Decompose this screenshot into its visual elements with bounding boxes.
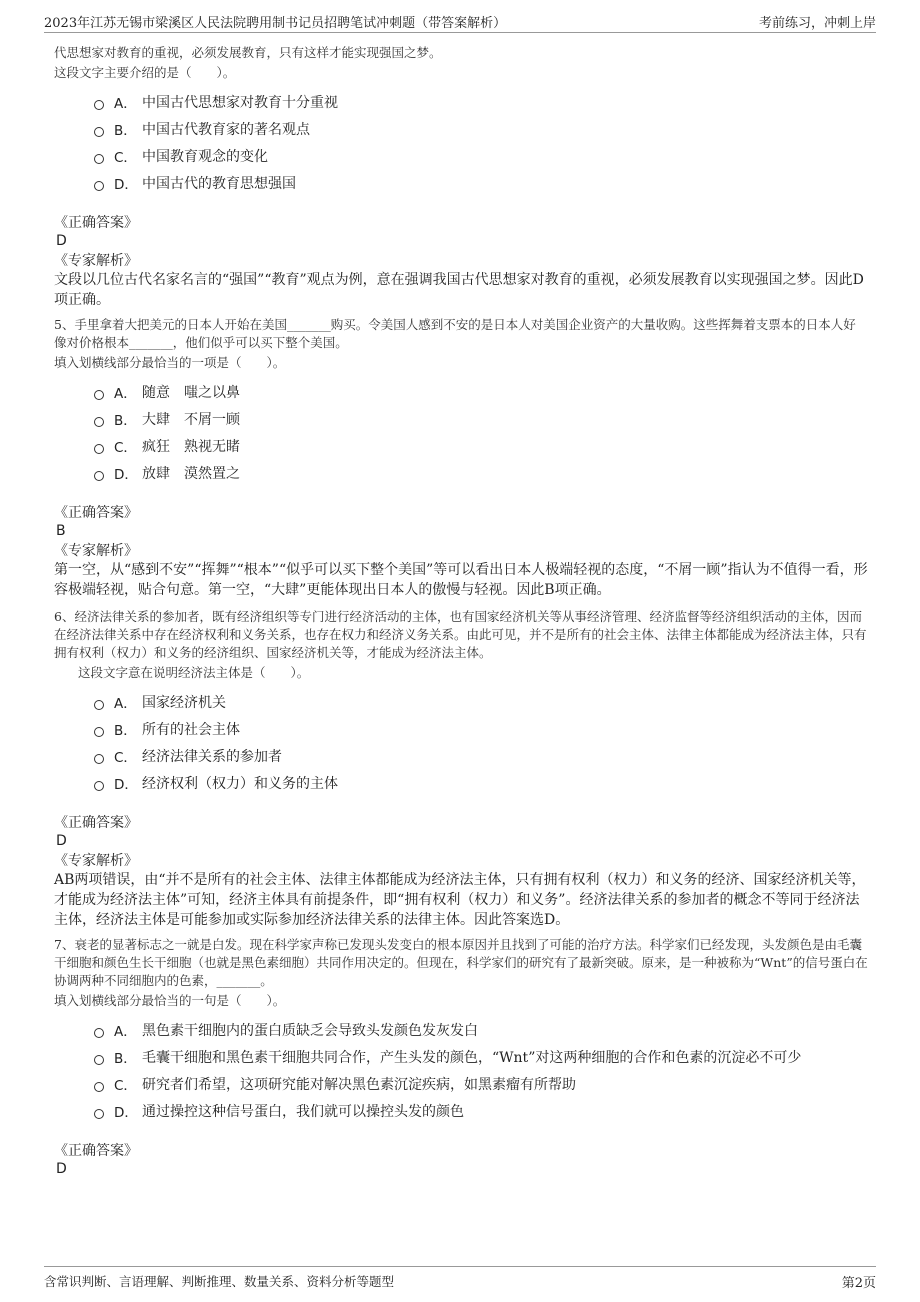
option-letter: B．: [114, 122, 137, 139]
answer-value: D: [56, 833, 67, 849]
option-a[interactable]: [94, 1016, 868, 1043]
option-c[interactable]: [94, 432, 868, 459]
analysis-text: 文段以几位古代名家名言的“强国”“教育”观点为例，意在强调我国古代思想家对教育的重视，必须发展教育以实现强国之梦。因此D项正确。: [54, 272, 864, 308]
option-b[interactable]: [94, 405, 868, 432]
answer-label: 《正确答案》: [54, 815, 138, 831]
option-text: 研究者们希望，这项研究能对解决黑色素沉淀疾病，如黑素瘤有所帮助: [142, 1076, 576, 1093]
option-b[interactable]: [94, 1043, 868, 1070]
question-prompt: 填入划横线部分最恰当的一句是（ ）。: [54, 993, 286, 1008]
option-text: 毛囊干细胞和黑色素干细胞共同合作，产生头发的颜色，“Wnt”对这两种细胞的合作和色素的沉淀必不可少: [142, 1049, 802, 1066]
option-letter: D．: [114, 176, 138, 193]
radio-icon[interactable]: [94, 1055, 104, 1065]
answer-label: 《正确答案》: [54, 1143, 138, 1159]
radio-icon[interactable]: [94, 781, 104, 791]
question-text: 5、手里拿着大把美元的日本人开始在美国_______购买。令美国人感到不安的是日本人对美国企业资产的大量收购。这些挥舞着支票本的日本人好像对价格根本_______，他们似乎可以买下整个美国。: [54, 317, 856, 350]
option-letter: D．: [114, 1104, 138, 1121]
option-b[interactable]: [94, 715, 868, 742]
option-a[interactable]: [94, 88, 868, 115]
page-number: 第2页: [841, 1276, 876, 1291]
option-text: 大肆 不屑一顾: [142, 411, 240, 428]
answer-value: D: [56, 1161, 67, 1177]
option-a[interactable]: [94, 378, 868, 405]
radio-icon[interactable]: [94, 417, 104, 427]
question-prompt: 填入划横线部分最恰当的一项是（ ）。: [54, 355, 286, 370]
option-list: [54, 88, 868, 196]
option-text: 经济权利（权力）和义务的主体: [142, 775, 338, 792]
option-c[interactable]: [94, 142, 868, 169]
option-letter: A．: [114, 1023, 137, 1040]
question-prompt: 这段文字意在说明经济法主体是（ ）。: [78, 665, 310, 680]
answer-label: 《正确答案》: [54, 505, 138, 521]
option-letter: D．: [114, 466, 138, 483]
option-text: 国家经济机关: [142, 694, 226, 711]
option-list: [54, 378, 868, 486]
analysis-label: 《专家解析》: [54, 543, 138, 559]
option-letter: A．: [114, 695, 137, 712]
question-text: 7、衰老的显著标志之一就是白发。现在科学家声称已发现头发变白的根本原因并且找到了可能的治疗方法。科学家们已经发现，头发颜色是由毛囊干细胞和颜色生长干细胞（也就是黑色素细胞）共同作用决定的。但现在，科学家们的研究有了最新突破。原来，是一种被称为“Wnt”的信号蛋白在协调两种不同细胞内的色素，_______。: [54, 937, 868, 988]
option-letter: A．: [114, 95, 137, 112]
radio-icon[interactable]: [94, 127, 104, 137]
radio-icon[interactable]: [94, 1028, 104, 1038]
option-text: 经济法律关系的参加者: [142, 748, 282, 765]
analysis-label: 《专家解析》: [54, 253, 138, 269]
page-header: [44, 10, 876, 33]
option-c[interactable]: [94, 1070, 868, 1097]
option-text: 中国古代教育家的著名观点: [142, 121, 310, 138]
radio-icon[interactable]: [94, 154, 104, 164]
option-text: 中国古代的教育思想强国: [142, 175, 296, 192]
radio-icon[interactable]: [94, 1082, 104, 1092]
option-d[interactable]: [94, 169, 868, 196]
footer-topics: 含常识判断、言语理解、判断推理、数量关系、资料分析等题型: [44, 1274, 395, 1289]
analysis-text: 第一空，从“感到不安”“挥舞”“根本”“似乎可以买下整个美国”等可以看出日本人极端轻视的态度，“不屑一顾”指认为不值得一看，形容极端轻视，贴合句意。第一空，“大肆”更能体现出日本人的傲慢与轻视。因此B项正确。: [54, 562, 868, 598]
option-a[interactable]: [94, 688, 868, 715]
option-letter: C．: [114, 749, 137, 766]
radio-icon[interactable]: [94, 181, 104, 191]
option-letter: B．: [114, 412, 137, 429]
option-letter: C．: [114, 149, 137, 166]
option-text: 中国教育观念的变化: [142, 148, 268, 165]
question-prompt: 这段文字主要介绍的是（ ）。: [54, 65, 236, 80]
radio-icon[interactable]: [94, 1109, 104, 1119]
answer-label: 《正确答案》: [54, 215, 138, 231]
option-text: 放肆 漠然置之: [142, 465, 240, 482]
radio-icon[interactable]: [94, 390, 104, 400]
question-4: [54, 44, 868, 310]
page-footer: [44, 1266, 876, 1291]
option-b[interactable]: [94, 115, 868, 142]
question-5: [54, 316, 868, 600]
option-text: 中国古代思想家对教育十分重视: [142, 94, 338, 111]
option-letter: B．: [114, 1050, 137, 1067]
option-letter: B．: [114, 722, 137, 739]
question-text: 代思想家对教育的重视，必须发展教育，只有这样才能实现强国之梦。: [54, 45, 442, 60]
document-title: 2023年江苏无锡市梁溪区人民法院聘用制书记员招聘笔试冲刺题（带答案解析）: [44, 16, 507, 31]
option-letter: D．: [114, 776, 138, 793]
radio-icon[interactable]: [94, 100, 104, 110]
question-6: [54, 608, 868, 930]
answer-value: B: [56, 523, 66, 539]
option-text: 疯狂 熟视无睹: [142, 438, 240, 455]
option-letter: C．: [114, 1077, 137, 1094]
option-text: 黑色素干细胞内的蛋白质缺乏会导致头发颜色发灰发白: [142, 1022, 478, 1039]
question-7: [54, 936, 868, 1178]
option-text: 所有的社会主体: [142, 721, 240, 738]
analysis-text: AB两项错误，由“并不是所有的社会主体、法律主体都能成为经济法主体，只有拥有权利（权力）和义务的经济、国家经济机关等，才能成为经济法主体”可知，经济主体具有前提条件，即“拥有权利（权力）和义务”。经济法律关系的参加者的概念不等同于经济法主体，经济法主体是可能参加或实际参加经济法律关系的法律主体。因此答案选D。: [54, 872, 866, 928]
radio-icon[interactable]: [94, 727, 104, 737]
radio-icon[interactable]: [94, 754, 104, 764]
option-list: [54, 1016, 868, 1124]
header-slogan: 考前练习，冲刺上岸: [758, 16, 876, 31]
option-letter: C．: [114, 439, 137, 456]
option-c[interactable]: [94, 742, 868, 769]
option-list: [54, 688, 868, 796]
option-d[interactable]: [94, 1097, 868, 1124]
analysis-label: 《专家解析》: [54, 853, 138, 869]
option-d[interactable]: [94, 459, 868, 486]
radio-icon[interactable]: [94, 471, 104, 481]
answer-value: D: [56, 233, 67, 249]
question-text: 6、经济法律关系的参加者，既有经济组织等专门进行经济活动的主体，也有国家经济机关等从事经济管理、经济监督等经济组织活动的主体，因而在经济法律关系中存在经济权利和义务关系，也存在权力和经济义务关系。由此可见，并不是所有的社会主体、法律主体都能成为经济法主体，只有拥有权利（权力）和义务的经济组织、国家经济机关等，才能成为经济法主体。: [54, 609, 867, 660]
option-text: 通过操控这种信号蛋白，我们就可以操控头发的颜色: [142, 1103, 464, 1120]
option-letter: A．: [114, 385, 137, 402]
radio-icon[interactable]: [94, 700, 104, 710]
option-text: 随意 嗤之以鼻: [142, 384, 240, 401]
option-d[interactable]: [94, 769, 868, 796]
radio-icon[interactable]: [94, 444, 104, 454]
